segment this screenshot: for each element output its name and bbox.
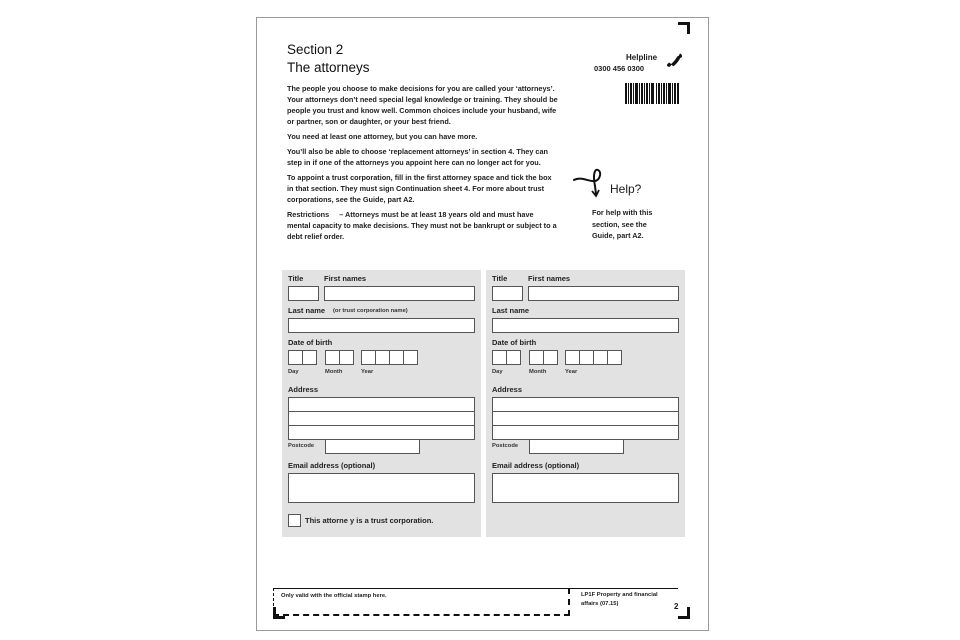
postcode-label: Postcode: [492, 443, 519, 449]
year-label: Year: [565, 369, 578, 375]
restrictions-paragraph: [287, 209, 559, 242]
last-name-input[interactable]: [492, 318, 679, 333]
email-input[interactable]: [288, 473, 475, 503]
year-label: Year: [361, 369, 374, 375]
address-line-3-input[interactable]: [492, 425, 679, 440]
first-names-label: First names: [528, 274, 571, 283]
last-name-note: (or trust corporation name): [333, 308, 408, 314]
email-input[interactable]: [492, 473, 679, 503]
month-label: Month: [529, 369, 547, 375]
title-label: Title: [288, 274, 304, 283]
address-line-1-input[interactable]: [288, 397, 475, 412]
attorney-panel-2: [486, 270, 685, 537]
email-label: Email address (optional): [288, 461, 376, 470]
last-name-input[interactable]: [288, 318, 475, 333]
section-heading: [287, 41, 370, 77]
help-arrow-icon: [573, 168, 613, 202]
stamp-text: Only valid with the official stamp here.: [281, 593, 387, 599]
dob-day-input[interactable]: [492, 350, 520, 365]
last-name-label: Last name: [492, 306, 530, 315]
dob-label: Date of birth: [288, 338, 333, 347]
crop-mark-top-right: [678, 22, 690, 34]
help-title: Help?: [610, 182, 642, 196]
address-label: Address: [288, 385, 319, 394]
restrictions-label: Restrictions: [287, 210, 330, 219]
first-names-label: First names: [324, 274, 367, 283]
dob-year-input[interactable]: [565, 350, 621, 365]
address-label: Address: [492, 385, 523, 394]
intro-text: [287, 83, 559, 246]
page-number: 2: [674, 602, 679, 611]
first-names-input[interactable]: [528, 286, 679, 301]
last-name-label: Last name: [288, 306, 326, 315]
dob-day-input[interactable]: [288, 350, 316, 365]
postcode-input[interactable]: [529, 439, 624, 454]
form-code: LP1F Property and financial affairs (07.15): [581, 592, 658, 607]
intro-paragraph: You need at least one attorney, but you can have more.: [287, 132, 478, 141]
page-title: The attorneys: [287, 60, 370, 75]
helpline-label: Helpline: [626, 53, 658, 62]
address-line-2-input[interactable]: [288, 411, 475, 426]
trust-corporation-label: This attorne y is a trust corporation.: [305, 516, 434, 525]
postcode-label: Postcode: [288, 443, 315, 449]
dob-year-input[interactable]: [361, 350, 417, 365]
day-label: Day: [492, 369, 503, 375]
address-line-1-input[interactable]: [492, 397, 679, 412]
address-line-3-input[interactable]: [288, 425, 475, 440]
dob-label: Date of birth: [492, 338, 537, 347]
help-text: For help with this section, see the Guide, part A2.: [592, 208, 653, 240]
title-input[interactable]: [492, 286, 523, 301]
dob-month-input[interactable]: [529, 350, 557, 365]
intro-paragraph: You’ll also be able to choose ‘replacement attorneys’ in section 4. They can step in if one of the attorneys you appoint here can no longer act for you.: [287, 147, 549, 167]
trust-corporation-checkbox[interactable]: [288, 514, 301, 527]
address-line-2-input[interactable]: [492, 411, 679, 426]
intro-paragraph: To appoint a trust corporation, fill in the first attorney space and tick the box in that section. They must sign Continuation sheet 4. For more about trust corporations, see the Guide, part A2.: [287, 173, 552, 204]
email-label: Email address (optional): [492, 461, 580, 470]
title-input[interactable]: [288, 286, 319, 301]
day-label: Day: [288, 369, 299, 375]
restrictions-text: – Attorneys must be at least 18 years old and must have mental capacity to make decisions. They must not be bankrupt or subject to a debt relief order.: [287, 210, 557, 241]
title-label: Title: [492, 274, 508, 283]
dob-month-input[interactable]: [325, 350, 353, 365]
attorney-panel-1: [282, 270, 481, 537]
barcode: [625, 83, 679, 104]
form-page: [256, 17, 709, 631]
intro-paragraph: The people you choose to make decisions for you are called your ‘attorneys’. Your attorneys don’t need special legal knowledge or training. They should be people you trust and know well. Common choices include your husband, wife or partner, son or daughter, or your best friend.: [287, 84, 558, 126]
phone-icon: [666, 51, 684, 71]
postcode-input[interactable]: [325, 439, 420, 454]
first-names-input[interactable]: [324, 286, 475, 301]
helpline-number: 0300 456 0300: [594, 64, 645, 73]
section-number: Section 2: [287, 42, 344, 57]
crop-mark-bottom-right: [678, 607, 690, 619]
month-label: Month: [325, 369, 343, 375]
